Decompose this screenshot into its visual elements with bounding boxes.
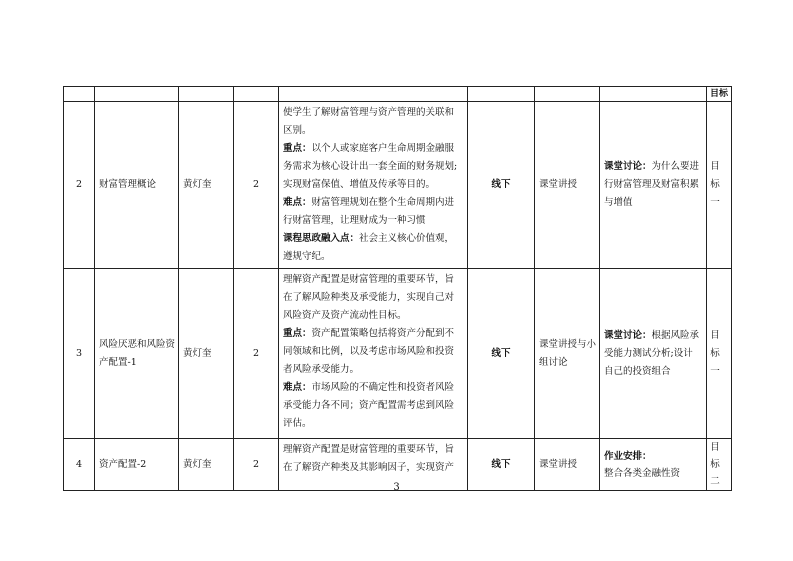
lesson-number: 4 [64, 439, 95, 491]
lesson-teacher: 黄灯奎 [179, 439, 234, 491]
ideology-text: 社会主义核心价值观，遵规守纪。 [283, 233, 455, 262]
lesson-title: 财富管理概论 [95, 102, 179, 269]
lesson-content [279, 269, 468, 439]
activity-label: 作业安排： [604, 450, 652, 462]
class-activity [600, 102, 707, 269]
difficulty-text: 财富管理规划在整个生命周期内进行财富管理，让理财成为一种习惯 [283, 197, 455, 226]
lesson-teacher: 黄灯奎 [179, 102, 234, 269]
lesson-title: 风险厌恶和风险资产配置-1 [95, 269, 179, 439]
lesson-goal: 目标一 [707, 102, 732, 269]
ideology-label: 课程思政融入点： [283, 233, 360, 244]
activity-label: 课堂讨论： [604, 161, 652, 172]
page-number: 3 [393, 482, 400, 493]
difficulty-text: 市场风险的不确定性和投资者风险承受能力各不同；资产配置需考虑到风险评估。 [283, 382, 455, 429]
content-intro: 理解资产配置是财富管理的重要环节，旨在了解风险种类及承受能力，实现自己对风险资产及资产流动性目标。 [283, 274, 455, 321]
key-point-label: 重点： [283, 143, 312, 154]
lesson-number: 3 [64, 269, 95, 439]
lesson-hours: 2 [234, 269, 279, 439]
teaching-method: 课堂讲授 [535, 439, 600, 491]
lesson-content [279, 102, 468, 269]
difficulty-label: 难点： [283, 197, 312, 208]
teaching-mode: 线下 [468, 102, 535, 269]
key-point-text: 以个人或家庭客户生命周期金融服务需求为核心设计出一套全面的财务规划;实现财富保值、增值及传承等目的。 [283, 143, 458, 190]
lesson-hours: 2 [234, 102, 279, 269]
lesson-goal: 目标二 [707, 439, 732, 491]
activity-text: 根据风险承受能力测试分析;设计自己的投资组合 [604, 329, 700, 377]
activity-label: 课堂讨论： [604, 329, 652, 341]
lesson-number: 2 [64, 102, 95, 269]
course-schedule-table [63, 86, 732, 491]
content-intro: 使学生了解财富管理与资产管理的关联和区别。 [283, 107, 455, 136]
teaching-method: 课堂讲授 [535, 102, 600, 269]
lesson-hours: 2 [234, 439, 279, 491]
content-intro: 理解资产配置是财富管理的重要环节，旨在了解资产种类及其影响因子，实现资产 [283, 444, 455, 473]
difficulty-label: 难点： [283, 382, 312, 393]
lesson-goal: 目标一 [707, 269, 732, 439]
key-point-label: 重点： [283, 328, 312, 339]
table-row [64, 102, 732, 269]
goal-column-header: 目标 [707, 87, 732, 102]
lesson-title: 资产配置-2 [95, 439, 179, 491]
class-activity [600, 269, 707, 439]
activity-text: 整合各类金融性资 [604, 467, 681, 479]
teaching-mode: 线下 [468, 269, 535, 439]
teaching-method: 课堂讲授与小组讨论 [535, 269, 600, 439]
table-header-row [64, 87, 732, 102]
teaching-mode: 线下 [468, 439, 535, 491]
activity-text: 为什么要进行财富管理及财富积累与增值 [604, 161, 700, 208]
lesson-teacher: 黄灯奎 [179, 269, 234, 439]
table-row [64, 269, 732, 439]
key-point-text: 资产配置策略包括将资产分配到不同领域和比例，以及考虑市场风险和投资者风险承受能力。 [283, 328, 455, 375]
